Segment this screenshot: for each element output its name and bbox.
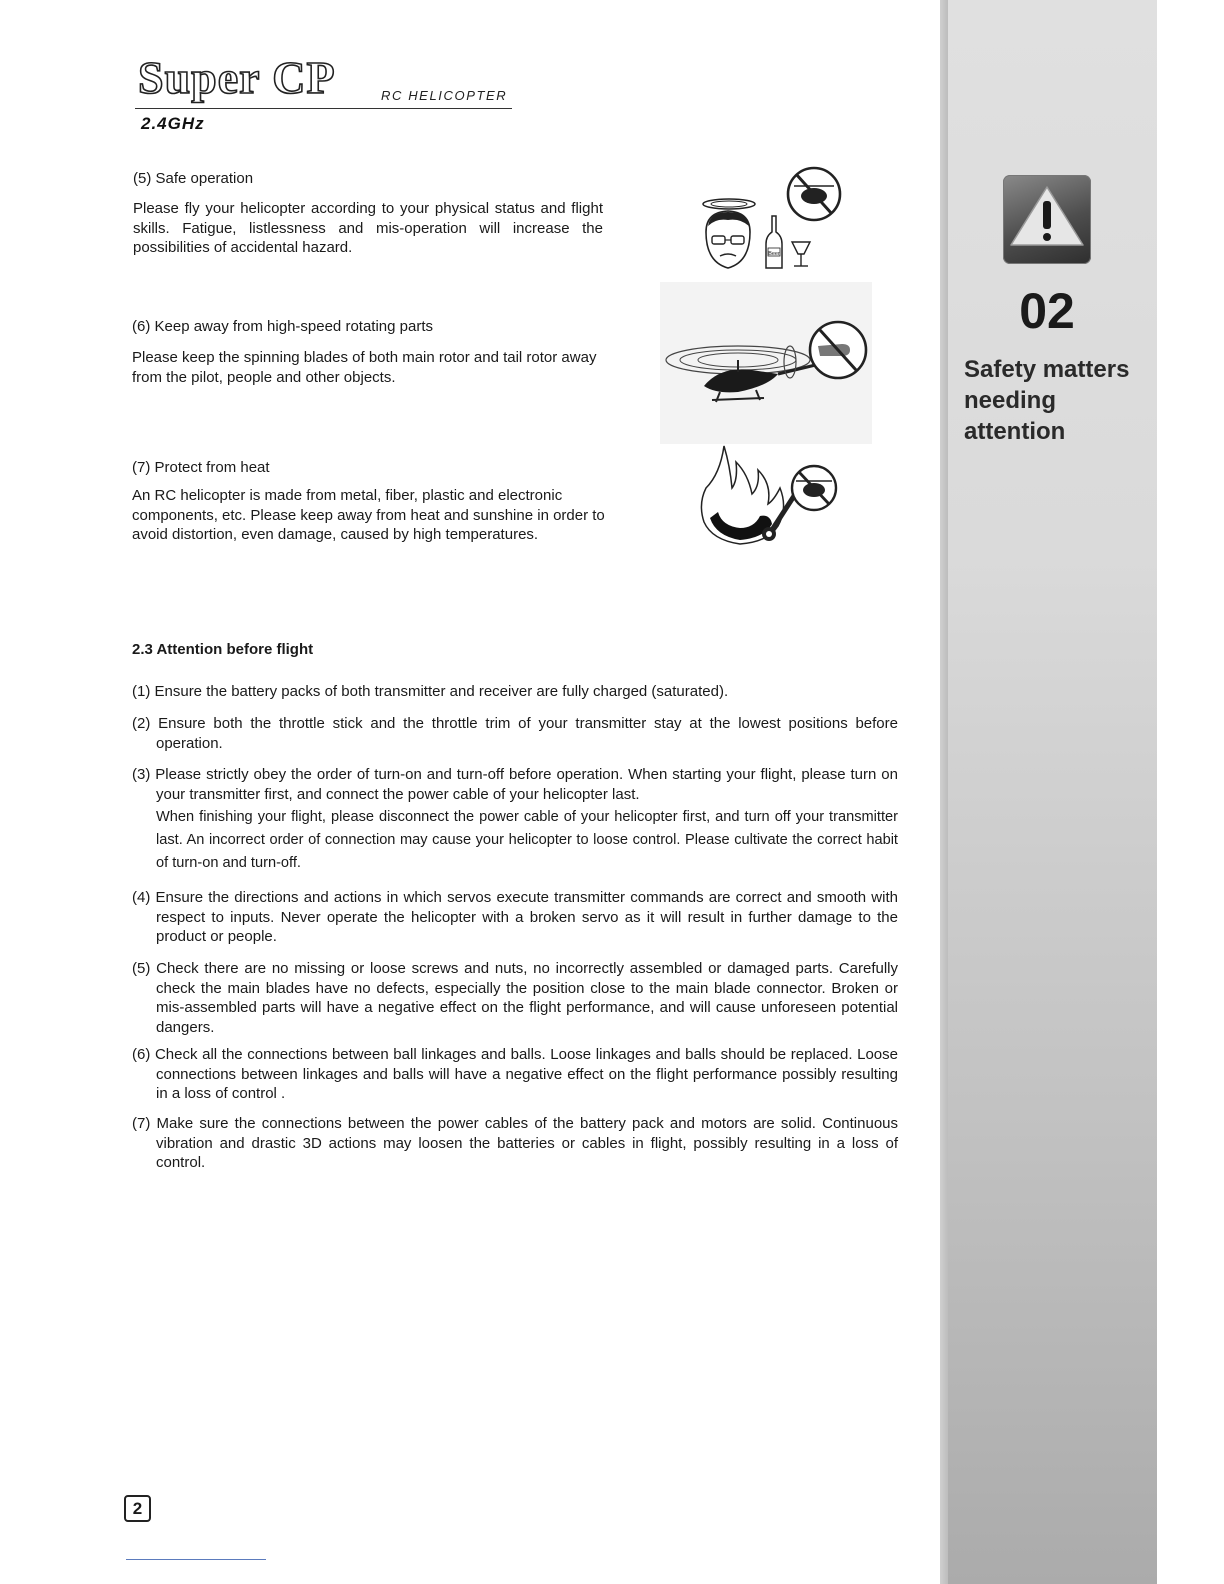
heat-flame-illustration xyxy=(696,444,846,552)
section-body-rotating-parts: Please keep the spinning blades of both main rotor and tail rotor away from the pilot, people and other objects. xyxy=(132,349,597,386)
logo-divider xyxy=(135,108,512,109)
section-title-rotating-parts: (6) Keep away from high-speed rotating parts xyxy=(132,318,433,335)
list-item-power-cables: (7) Make sure the connections between the power cables of the battery pack and motors are solid. Continuous vibration and drastic 3D actions may loosen the batteries or cables in flight, possibly resulting in a loss of control. xyxy=(132,1115,898,1171)
logo-frequency: 2.4GHz xyxy=(141,114,205,133)
chapter-number: 02 xyxy=(1019,283,1075,339)
list-item-battery: (1) Ensure the battery packs of both transmitter and receiver are fully charged (saturated). xyxy=(132,683,729,700)
list-item-linkages: (6) Check all the connections between ball linkages and balls. Loose linkages and balls should be replaced. Loose connections between linkages and balls will have a negative effect on the flight performance possibly resulting in a loss of control . xyxy=(132,1046,898,1102)
brand-logo: Super CP xyxy=(138,52,336,103)
section-body-protect-heat: An RC helicopter is made from metal, fiber, plastic and electronic components, etc. Please keep away from heat and sunshine in order to avoid distortion, even damage, caused by high temperatures. xyxy=(132,487,605,543)
page-number: 2 xyxy=(124,1495,151,1522)
warning-triangle-icon xyxy=(1003,175,1091,264)
list-item-power-order xyxy=(132,765,898,875)
warning-icon xyxy=(1003,175,1091,264)
section-title-safe-operation: (5) Safe operation xyxy=(133,170,254,187)
no-drinking-fatigue-illustration xyxy=(696,160,848,278)
logo-subtitle: RC HELICOPTER xyxy=(381,88,508,103)
list-item-throttle: (2) Ensure both the throttle stick and the throttle trim of your transmitter stay at the lowest positions before operation. xyxy=(132,715,898,752)
footer-line xyxy=(126,1559,266,1560)
section-body-safe-operation: Please fly your helicopter according to your physical status and flight skills. Fatigue, listlessness and mis-operation will increase the possibilities of accidental hazard. xyxy=(133,200,603,256)
bottle-label: Beer xyxy=(768,251,780,257)
subsection-heading: 2.3 Attention before flight xyxy=(132,641,314,658)
section-title-protect-heat: (7) Protect from heat xyxy=(132,459,270,476)
list-item-power-order-text: (3) Please strictly obey the order of turn-on and turn-off before operation. When starting your flight, please turn on your transmitter first, and connect the power cable of your helicopter last. xyxy=(132,766,898,803)
list-item-servos: (4) Ensure the directions and actions in which servos execute transmitter commands are correct and smooth with respect to inputs. Never operate the helicopter with a broken servo as it will result in further damage to the product or people. xyxy=(132,889,898,945)
spinning-rotor-no-hand-illustration xyxy=(660,282,872,444)
chapter-title: Safety matters needing attention xyxy=(964,356,1130,445)
list-item-screws: (5) Check there are no missing or loose screws and nuts, no incorrectly assembled or damaged parts. Carefully check the main blades have no defects, especially the position close to the main blade connector. Broken or mis-assembled parts will have a negative effect on the flight performance, and will cause unforeseen potential dangers. xyxy=(132,960,898,1036)
list-item-power-order-extra: When finishing your flight, please disconnect the power cable of your helicopter first, and turn off your transmitter last. An incorrect order of connection may cause your helicopter to loose control. Please cultivate the correct habit of turn-on and turn-off. xyxy=(156,809,898,871)
sidebar-edge xyxy=(940,0,948,1584)
